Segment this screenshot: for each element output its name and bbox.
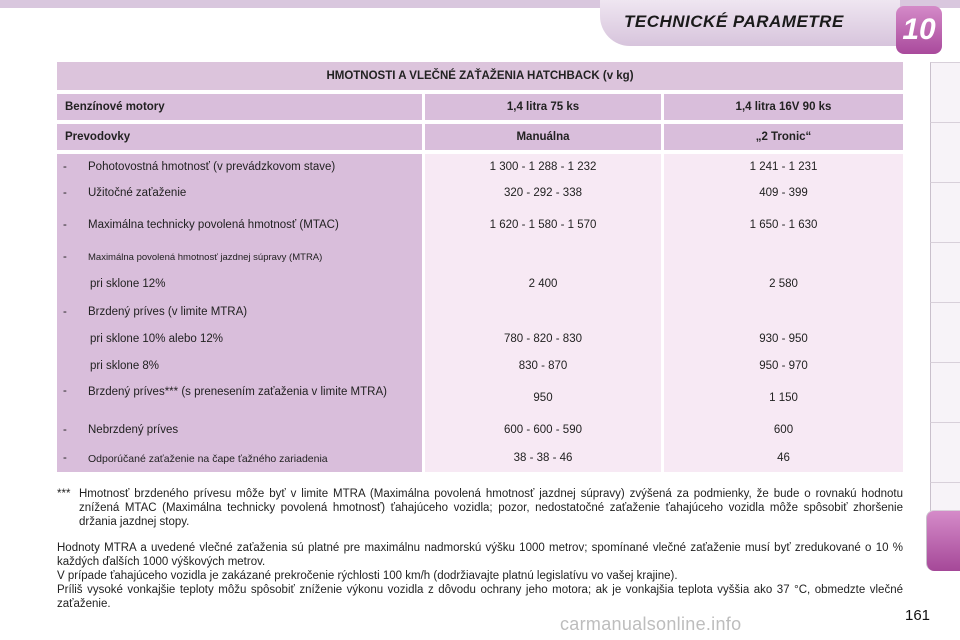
page-title: TECHNICKÉ PARAMETRE: [624, 12, 844, 31]
value-cell: 930 - 950: [759, 333, 808, 345]
chapter-number-badge: 10: [896, 6, 942, 54]
row-label: Pohotovostná hmotnosť (v prevádzkovom stave): [88, 161, 336, 173]
notes-block: [57, 541, 903, 611]
value-cell: 320 - 292 - 338: [503, 187, 582, 199]
row-dash: -: [63, 452, 67, 464]
value-cell: 600 - 600 - 590: [503, 424, 582, 436]
value-cell: 600: [773, 424, 794, 436]
row-label: Odporúčané zaťaženie na čape ťažného zariadenia: [88, 453, 328, 465]
row-label: pri sklone 8%: [90, 360, 160, 372]
value-cell: 950: [533, 392, 553, 404]
row-dash: -: [63, 306, 67, 318]
watermark: carmanualsonline.info: [560, 614, 742, 634]
engines-label: Benzínové motory: [57, 94, 422, 120]
row-dash: -: [63, 219, 67, 231]
gearbox-2: „2 Tronic“: [664, 124, 903, 150]
row-dash: -: [63, 187, 67, 199]
row-label: Maximálna technicky povolená hmotnosť (MTAC): [88, 219, 339, 231]
value-cell: 1 300 - 1 288 - 1 232: [489, 161, 597, 173]
engine-2: 1,4 litra 16V 90 ks: [664, 94, 903, 120]
note-paragraph: V prípade ťahajúceho vozidla je zakázané prekročenie rýchlosti 100 km/h (dodržiavajte platnú legislatívu vo vašej krajine).: [57, 570, 678, 582]
note-paragraph: Hodnoty MTRA a uvedené vlečné zaťaženia sú platné pre maximálnu nadmorskú výšku 1000 metrov; spomínané vlečné zaťaženie musí byť zredukované o 10 % každých ďalších 1000 výškových metrov.: [57, 542, 903, 568]
row-dash: -: [63, 424, 67, 436]
row-dash: -: [63, 385, 67, 397]
value-cell: 780 - 820 - 830: [503, 333, 582, 345]
value-cell: 1 620 - 1 580 - 1 570: [489, 219, 597, 231]
row-label: pri sklone 12%: [90, 278, 166, 290]
gearbox-1: Manuálna: [425, 124, 661, 150]
row-label: Brzdený príves*** (s prenesením zaťaženia v limite MTRA): [88, 386, 387, 398]
value-cell: 1 241 - 1 231: [749, 161, 818, 173]
gearbox-label: Prevodovky: [57, 124, 422, 150]
page-number: 161: [905, 607, 931, 624]
footnote: [57, 487, 903, 529]
row-label: Brzdený príves (v limite MTRA): [88, 306, 248, 318]
row-label: pri sklone 10% alebo 12%: [90, 333, 223, 345]
gearbox-row: [57, 124, 903, 150]
value-cell: 830 - 870: [518, 360, 568, 372]
value-cell: 2 580: [769, 278, 798, 290]
value-cell: 950 - 970: [759, 360, 808, 372]
row-label: Maximálna povolená hmotnosť jazdnej súpravy (MTRA): [88, 252, 323, 263]
chapter-tab[interactable]: [930, 242, 960, 303]
label-column: [57, 154, 422, 472]
engine-1: 1,4 litra 75 ks: [425, 94, 661, 120]
tronic-column: [664, 154, 903, 472]
footnote-marker: ***: [57, 488, 71, 500]
table-title: HMOTNOSTI A VLEČNÉ ZAŤAŽENIA HATCHBACK (v kg): [57, 62, 903, 90]
value-cell: 38 - 38 - 46: [513, 452, 573, 464]
chapter-tab[interactable]: [930, 182, 960, 243]
table-body: [57, 154, 903, 472]
row-label: Užitočné zaťaženie: [88, 187, 187, 199]
chapter-tab[interactable]: [930, 422, 960, 483]
value-cell: 1 150: [769, 392, 798, 404]
chapter-tab[interactable]: [930, 302, 960, 363]
value-cell: 2 400: [528, 278, 558, 290]
row-dash: -: [63, 161, 67, 173]
chapter-tab-active[interactable]: [926, 510, 960, 571]
chapter-tab[interactable]: [930, 62, 960, 123]
row-label: Nebrzdený príves: [88, 424, 179, 436]
row-dash: -: [63, 251, 67, 263]
value-cell: 46: [777, 452, 790, 464]
weights-table: [57, 62, 903, 472]
manual-column: [425, 154, 661, 472]
chapter-tab[interactable]: [930, 122, 960, 183]
value-cell: 1 650 - 1 630: [749, 219, 818, 231]
chapter-tab[interactable]: [930, 362, 960, 423]
value-cell: 409 - 399: [759, 187, 808, 199]
footnote-text: Hmotnosť brzdeného prívesu môže byť v limite MTRA (Maximálna povolená hmotnosť jazdnej súpravy) zvýšená za podmienky, že bude o rovnakú hodnotu znížená MTAC (Maximálna technicky povolená hmotnosť) ťahajúceho vozidla; pozor, nedostatočné zaťaženie ťahajúceho vozidla môže spôsobiť zhoršenie držania jazdnej stopy.: [79, 488, 903, 528]
engines-row: [57, 94, 903, 120]
note-paragraph: Príliš vysoké vonkajšie teploty môžu spôsobiť zníženie výkonu vozidla z dôvodu ochrany jeho motora; ak je vonkajšia teplota vyššia ako 37 °C, obmedzte vlečné zaťaženie.: [57, 584, 903, 610]
